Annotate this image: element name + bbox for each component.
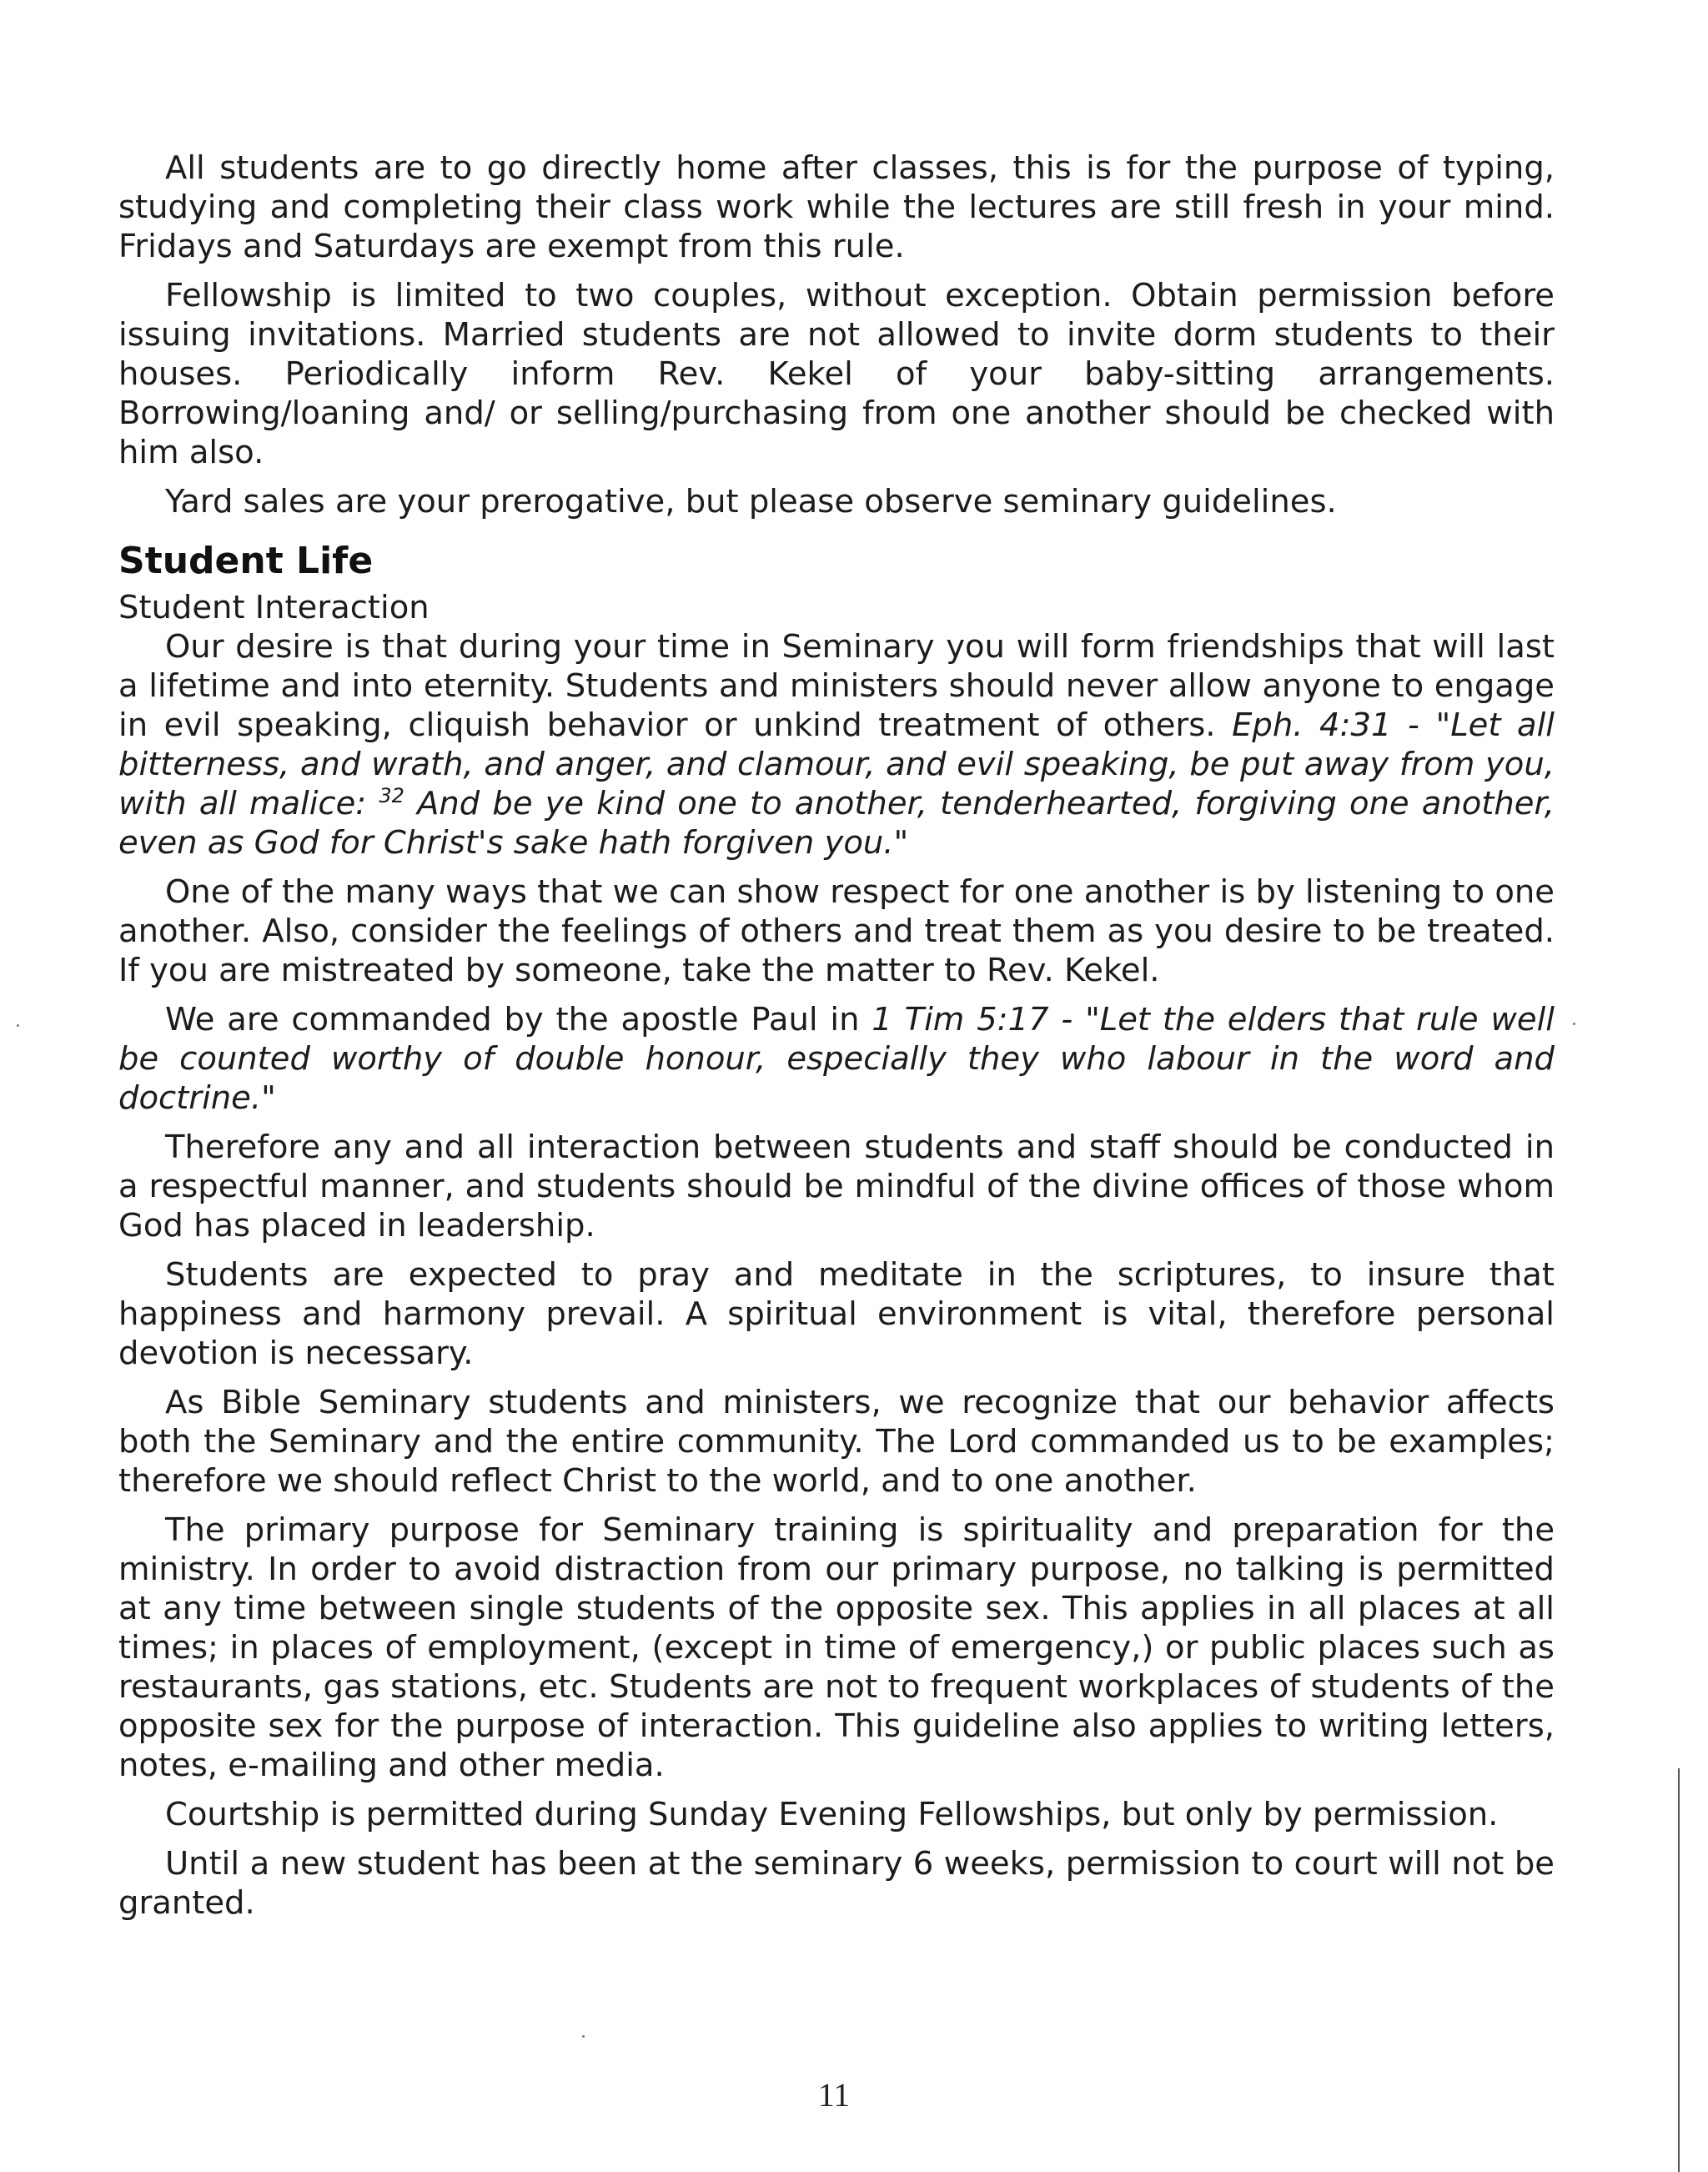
paragraph-courtship: Courtship is permitted during Sunday Evening Fellowships, but only by permission. [165,1796,1499,1833]
page-body [118,148,1555,1933]
scan-speck [582,2035,585,2038]
paragraph-fellowship: Fellowship is limited to two couples, without exception. Obtain permission before issuing invitations. Married students are not allowed to invite dorm students to their houses. Periodically inform Rev. Kekel of your baby-sitting arrangements. Borrowing/loaning and/ or selling/purchasing from one another should be checked with him also. [118,277,1555,471]
page-number: 11 [817,2076,851,2114]
friendships-text: Our desire is that during your time in Seminary you will form friendships that will last a lifetime and into eternity. Students and ministers should never allow anyone to engage in evil speaking, cliquish behavior or unkind treatment of others. [118,628,1555,744]
verse-number: 32 [379,784,404,808]
paragraph-prayer: Students are expected to pray and meditate in the scriptures, to insure that happiness and harmony prevail. A spiritual environment is vital, therefore personal devotion is necessary. [118,1256,1555,1372]
paragraph-staff: Therefore any and all interaction between students and staff should be conducted in a respectful manner, and students should be mindful of the divine offices of those whom God has placed in leadership. [118,1129,1555,1244]
paragraph-new-student: Until a new student has been at the seminary 6 weeks, permission to court will not be granted. [118,1845,1555,1922]
margin-rule [1678,1768,1680,2172]
paul-text: We are commanded by the apostle Paul in [165,1001,872,1038]
tim-reference: 1 Tim 5:17 - "Let the elders that rule well be counted worthy of double honour, especially they who labour in the word and doctrine." [118,1001,1555,1117]
paragraph-primary-purpose: The primary purpose for Seminary training is spirituality and preparation for the ministry. In order to avoid distraction from our primary purpose, no talking is permitted at any time between single students of the opposite sex. This applies in all places at all times; in places of employment, (except in time of emergency,) or public places such as restaurants, gas stations, etc. Students are not to frequent workplaces of students of the opposite sex for the purpose of interaction. This guideline also applies to writing letters, notes, e-mailing and other media. [118,1511,1555,1784]
eph-reference: Eph. 4:31 - "Let all bitterness, and wrath, and anger, and clamour, and evil speaking, be put away from you, with all malice: [118,706,1555,822]
paragraph-respect: One of the many ways that we can show respect for one another is by listening to one another. Also, consider the feelings of others and treat them as you desire to be treated. If you are mistreated by someone, take the matter to Rev. Kekel. [118,873,1555,989]
scan-speck [1573,1023,1575,1025]
scan-speck [17,1024,19,1027]
paragraph-yard-sales: Yard sales are your prerogative, but please observe seminary guidelines. [165,483,1337,520]
section-title: Student Life [118,540,374,582]
eph-reference-cont: And be ye kind one to another, tenderhearted, forgiving one another, even as God for Christ's sake hath forgiven you." [118,785,1555,862]
paragraph-behavior: As Bible Seminary students and ministers, we recognize that our behavior affects both the Seminary and the entire community. The Lord commanded us to be examples; therefore we should reflect Christ to the world, and to one another. [118,1384,1555,1500]
paragraph-go-home: All students are to go directly home after classes, this is for the purpose of typing, studying and completing their class work while the lectures are still fresh in your mind. Fridays and Saturdays are exempt from this rule. [118,149,1555,265]
section-subtitle: Student Interaction [118,589,430,626]
paragraph-paul [118,1000,1555,1118]
paragraph-friendships [118,627,1555,862]
